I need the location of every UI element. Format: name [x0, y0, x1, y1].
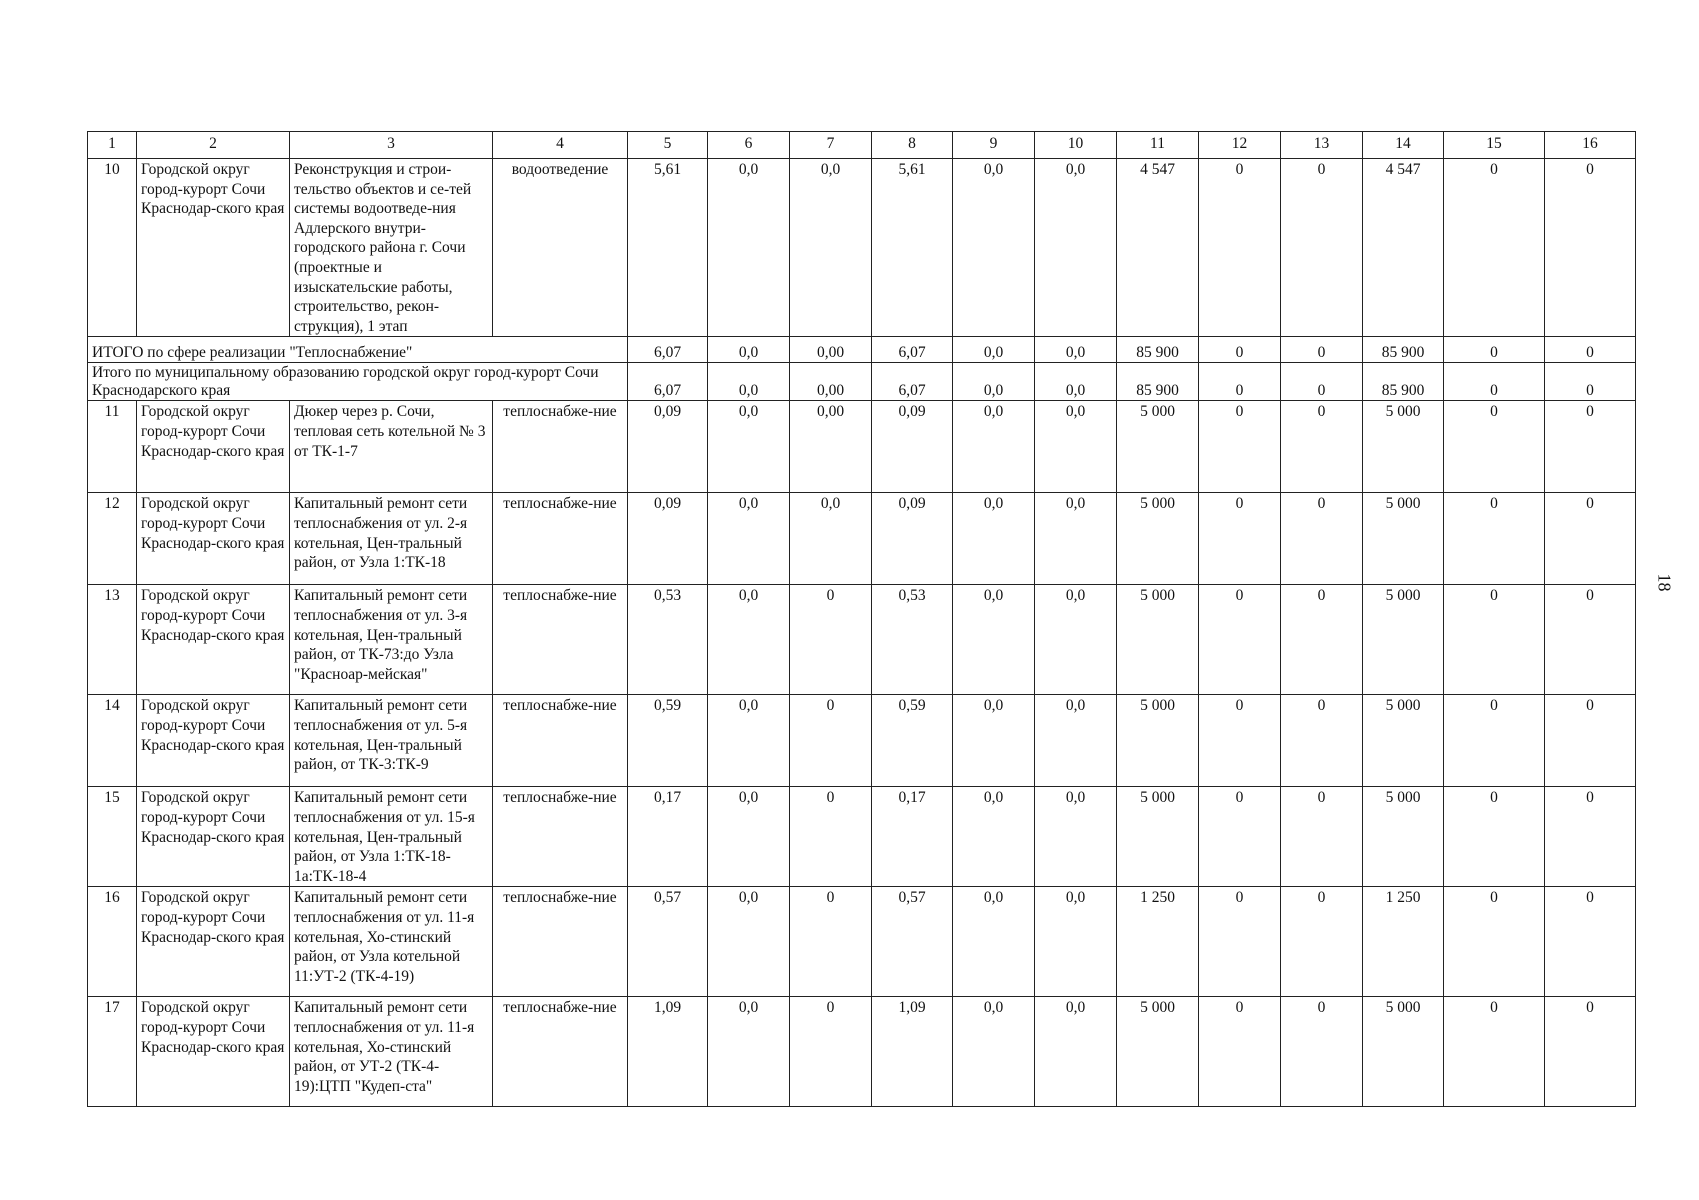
value-cell: 0,09 — [872, 401, 953, 493]
header-cell: 4 — [493, 132, 628, 159]
value-cell: 0 — [1444, 887, 1545, 997]
row-number: 11 — [88, 401, 137, 493]
value-cell: 0,17 — [872, 787, 953, 887]
value-cell: 0 — [1444, 787, 1545, 887]
value-cell: 0 — [1444, 493, 1545, 585]
header-row — [88, 132, 1636, 159]
value-cell: 0,0 — [708, 159, 790, 337]
value-cell: 0 — [1199, 887, 1281, 997]
row-number: 17 — [88, 997, 137, 1107]
value-cell: 1,09 — [628, 997, 708, 1107]
total-value-cell: 85 900 — [1363, 363, 1444, 401]
value-cell: 5,61 — [628, 159, 708, 337]
sphere-cell: водоотведение — [493, 159, 628, 337]
value-cell: 0 — [1444, 401, 1545, 493]
value-cell: 0,0 — [953, 997, 1035, 1107]
value-cell: 0,0 — [1035, 997, 1117, 1107]
header-cell: 15 — [1444, 132, 1545, 159]
value-cell: 0 — [1281, 997, 1363, 1107]
value-cell: 0 — [1199, 695, 1281, 787]
project-description-cell: Реконструкция и строи-тельство объектов и се-тей системы водоотведе-ния Адлерского внутри-городского района г. Сочи (проектные и изыскательские работы, строительство, рекон-струкция), 1 этап — [290, 159, 493, 337]
value-cell: 0,0 — [1035, 401, 1117, 493]
header-cell: 8 — [872, 132, 953, 159]
value-cell: 0 — [1199, 997, 1281, 1107]
row-number: 15 — [88, 787, 137, 887]
row-number: 13 — [88, 585, 137, 695]
municipality-cell: Городской округ город-курорт Сочи Краснодар-ского края — [137, 493, 290, 585]
value-cell: 0 — [1281, 159, 1363, 337]
value-cell: 0 — [1281, 493, 1363, 585]
project-description-cell: Капитальный ремонт сети теплоснабжения от ул. 11-я котельная, Хо-стинский район, от Узла котельной 11:УТ-2 (ТК-4-19) — [290, 887, 493, 997]
table-row — [88, 585, 1636, 695]
table-row — [88, 997, 1636, 1107]
value-cell: 0,17 — [628, 787, 708, 887]
row-number: 16 — [88, 887, 137, 997]
header-cell: 9 — [953, 132, 1035, 159]
total-value-cell: 0 — [1199, 363, 1281, 401]
value-cell: 0,0 — [790, 493, 872, 585]
value-cell: 0 — [1444, 997, 1545, 1107]
sphere-cell: теплоснабже-ние — [493, 493, 628, 585]
header-cell: 12 — [1199, 132, 1281, 159]
sphere-cell: теплоснабже-ние — [493, 401, 628, 493]
value-cell: 0 — [1281, 787, 1363, 887]
header-cell: 16 — [1545, 132, 1636, 159]
value-cell: 0,0 — [708, 997, 790, 1107]
total-value-cell: 0 — [1281, 337, 1363, 363]
total-value-cell: 0 — [1281, 363, 1363, 401]
value-cell: 5 000 — [1117, 997, 1199, 1107]
value-cell: 0 — [1281, 887, 1363, 997]
value-cell: 0,0 — [953, 787, 1035, 887]
header-cell: 1 — [88, 132, 137, 159]
project-description-cell: Капитальный ремонт сети теплоснабжения от ул. 2-я котельная, Цен-тральный район, от Узла 1:ТК-18 — [290, 493, 493, 585]
total-value-cell: 6,07 — [872, 337, 953, 363]
project-description-cell: Дюкер через р. Сочи, тепловая сеть котельной № 3 от ТК-1-7 — [290, 401, 493, 493]
value-cell: 0 — [1545, 585, 1636, 695]
value-cell: 0 — [790, 997, 872, 1107]
table-row — [88, 493, 1636, 585]
value-cell: 1 250 — [1117, 887, 1199, 997]
value-cell: 0 — [1545, 401, 1636, 493]
total-value-cell: 0,00 — [790, 363, 872, 401]
value-cell: 0,59 — [872, 695, 953, 787]
value-cell: 0 — [1545, 997, 1636, 1107]
sphere-cell: теплоснабже-ние — [493, 695, 628, 787]
table-row — [88, 159, 1636, 337]
total-value-cell: 0,0 — [953, 337, 1035, 363]
value-cell: 0 — [790, 787, 872, 887]
value-cell: 5 000 — [1117, 585, 1199, 695]
municipality-cell: Городской округ город-курорт Сочи Краснодар-ского края — [137, 159, 290, 337]
value-cell: 5 000 — [1117, 787, 1199, 887]
total-value-cell: 0,0 — [708, 337, 790, 363]
value-cell: 0,0 — [953, 585, 1035, 695]
row-number: 10 — [88, 159, 137, 337]
value-cell: 0 — [1199, 493, 1281, 585]
page-number: 18 — [1654, 573, 1675, 592]
value-cell: 0,0 — [708, 787, 790, 887]
value-cell: 0 — [1199, 159, 1281, 337]
value-cell: 0,53 — [872, 585, 953, 695]
value-cell: 0,0 — [1035, 493, 1117, 585]
total-value-cell: 6,07 — [872, 363, 953, 401]
total-value-cell: 0 — [1545, 363, 1636, 401]
municipality-cell: Городской округ город-курорт Сочи Краснодар-ского края — [137, 997, 290, 1107]
value-cell: 0 — [790, 585, 872, 695]
value-cell: 4 547 — [1117, 159, 1199, 337]
total-value-cell: 0,0 — [1035, 363, 1117, 401]
total-value-cell: 0 — [1444, 337, 1545, 363]
total-value-cell: 6,07 — [628, 363, 708, 401]
total-value-cell: 0 — [1444, 363, 1545, 401]
value-cell: 5 000 — [1363, 695, 1444, 787]
value-cell: 0,53 — [628, 585, 708, 695]
project-description-cell: Капитальный ремонт сети теплоснабжения от ул. 15-я котельная, Цен-тральный район, от Узла 1:ТК-18-1а:ТК-18-4 — [290, 787, 493, 887]
value-cell: 0 — [1545, 887, 1636, 997]
municipality-cell: Городской округ город-курорт Сочи Краснодар-ского края — [137, 887, 290, 997]
value-cell: 5 000 — [1117, 493, 1199, 585]
project-description-cell: Капитальный ремонт сети теплоснабжения от ул. 5-я котельная, Цен-тральный район, от ТК-3:ТК-9 — [290, 695, 493, 787]
value-cell: 0 — [1281, 401, 1363, 493]
value-cell: 0,0 — [953, 887, 1035, 997]
value-cell: 0,0 — [1035, 159, 1117, 337]
value-cell: 0,09 — [872, 493, 953, 585]
value-cell: 0,57 — [628, 887, 708, 997]
value-cell: 0,00 — [790, 401, 872, 493]
total-sphere-row — [88, 337, 1636, 363]
total-value-cell: 6,07 — [628, 337, 708, 363]
sphere-cell: теплоснабже-ние — [493, 585, 628, 695]
header-cell: 5 — [628, 132, 708, 159]
header-cell: 6 — [708, 132, 790, 159]
value-cell: 0,0 — [953, 493, 1035, 585]
value-cell: 5 000 — [1363, 787, 1444, 887]
project-description-cell: Капитальный ремонт сети теплоснабжения от ул. 11-я котельная, Хо-стинский район, от УТ-2 (ТК-4-19):ЦТП "Кудеп-ста" — [290, 997, 493, 1107]
value-cell: 0 — [1444, 159, 1545, 337]
value-cell: 0 — [1281, 695, 1363, 787]
value-cell: 5 000 — [1363, 493, 1444, 585]
value-cell: 1,09 — [872, 997, 953, 1107]
sphere-cell: теплоснабже-ние — [493, 787, 628, 887]
header-cell: 2 — [137, 132, 290, 159]
value-cell: 0 — [1199, 401, 1281, 493]
header-cell: 10 — [1035, 132, 1117, 159]
value-cell: 0 — [1444, 585, 1545, 695]
value-cell: 0,0 — [790, 159, 872, 337]
total-municipal-row-label: Итого по муниципальному образованию городской округ город-курорт Сочи Краснодарского края — [88, 363, 628, 401]
table-row — [88, 695, 1636, 787]
table-row — [88, 401, 1636, 493]
value-cell: 0,0 — [708, 695, 790, 787]
value-cell: 0,0 — [708, 401, 790, 493]
value-cell: 0,0 — [1035, 787, 1117, 887]
value-cell: 5 000 — [1117, 695, 1199, 787]
value-cell: 5 000 — [1363, 401, 1444, 493]
table-row — [88, 887, 1636, 997]
total-municipal-row — [88, 363, 1636, 401]
total-value-cell: 0,0 — [708, 363, 790, 401]
value-cell: 0,0 — [1035, 887, 1117, 997]
header-cell: 13 — [1281, 132, 1363, 159]
header-cell: 3 — [290, 132, 493, 159]
value-cell: 0 — [1444, 695, 1545, 787]
value-cell: 0 — [1545, 159, 1636, 337]
value-cell: 0,09 — [628, 493, 708, 585]
value-cell: 0 — [1545, 695, 1636, 787]
project-description-cell: Капитальный ремонт сети теплоснабжения от ул. 3-я котельная, Цен-тральный район, от ТК-73:до Узла "Красноар-мейская" — [290, 585, 493, 695]
municipality-cell: Городской округ город-курорт Сочи Краснодар-ского края — [137, 695, 290, 787]
total-value-cell: 0,00 — [790, 337, 872, 363]
value-cell: 5,61 — [872, 159, 953, 337]
value-cell: 0,09 — [628, 401, 708, 493]
value-cell: 5 000 — [1363, 585, 1444, 695]
value-cell: 0,0 — [708, 585, 790, 695]
value-cell: 0,0 — [953, 695, 1035, 787]
total-value-cell: 0 — [1545, 337, 1636, 363]
value-cell: 0 — [790, 887, 872, 997]
value-cell: 0,0 — [1035, 585, 1117, 695]
total-value-cell: 0 — [1199, 337, 1281, 363]
value-cell: 0,0 — [953, 159, 1035, 337]
value-cell: 4 547 — [1363, 159, 1444, 337]
value-cell: 0 — [1545, 493, 1636, 585]
total-value-cell: 85 900 — [1363, 337, 1444, 363]
sphere-cell: теплоснабже-ние — [493, 887, 628, 997]
value-cell: 0,0 — [708, 887, 790, 997]
row-number: 14 — [88, 695, 137, 787]
data-table — [87, 131, 1636, 1107]
header-cell: 11 — [1117, 132, 1199, 159]
municipality-cell: Городской округ город-курорт Сочи Краснодар-ского края — [137, 401, 290, 493]
value-cell: 0 — [1199, 787, 1281, 887]
value-cell: 0,0 — [708, 493, 790, 585]
value-cell: 0 — [1281, 585, 1363, 695]
header-cell: 14 — [1363, 132, 1444, 159]
value-cell: 5 000 — [1363, 997, 1444, 1107]
municipality-cell: Городской округ город-курорт Сочи Краснодар-ского края — [137, 585, 290, 695]
total-value-cell: 0,0 — [1035, 337, 1117, 363]
value-cell: 0,0 — [953, 401, 1035, 493]
sphere-cell: теплоснабже-ние — [493, 997, 628, 1107]
value-cell: 5 000 — [1117, 401, 1199, 493]
value-cell: 0 — [790, 695, 872, 787]
total-value-cell: 0,0 — [953, 363, 1035, 401]
total-value-cell: 85 900 — [1117, 337, 1199, 363]
value-cell: 0,57 — [872, 887, 953, 997]
total-value-cell: 85 900 — [1117, 363, 1199, 401]
header-cell: 7 — [790, 132, 872, 159]
municipality-cell: Городской округ город-курорт Сочи Краснодар-ского края — [137, 787, 290, 887]
row-number: 12 — [88, 493, 137, 585]
value-cell: 0 — [1199, 585, 1281, 695]
value-cell: 0,0 — [1035, 695, 1117, 787]
value-cell: 0,59 — [628, 695, 708, 787]
value-cell: 1 250 — [1363, 887, 1444, 997]
value-cell: 0 — [1545, 787, 1636, 887]
total-sphere-row-label: ИТОГО по сфере реализации "Теплоснабжение" — [88, 337, 628, 363]
table-row — [88, 787, 1636, 887]
